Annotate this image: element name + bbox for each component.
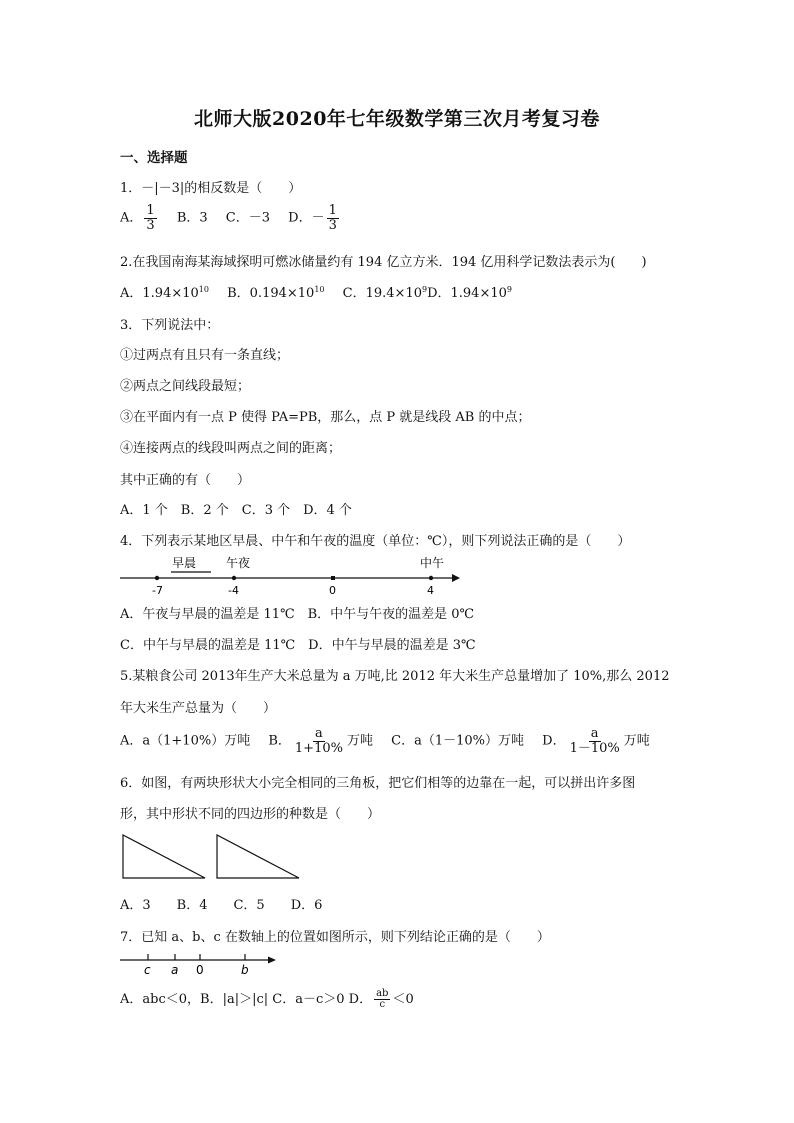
question-2-options <box>120 282 512 301</box>
q1-a-denominator: 3 <box>146 217 155 233</box>
q5-b-unit: 万吨 <box>346 733 373 749</box>
question-2-stem: 2.在我国南海某海域探明可燃冰储量约有 194 亿立方米．194 亿用科学记数法表示为( ) <box>120 255 647 270</box>
q1-a-numerator: 1 <box>146 203 155 218</box>
q3-statement-1: ①过两点有且只有一条直线； <box>120 348 290 363</box>
q2-option-b: B．0.194×10 <box>227 286 315 301</box>
question-1-stem: 1．－|－3|的相反数是（ ） <box>120 181 302 196</box>
q5-option-d-fraction <box>568 727 622 755</box>
q5-option-d-label: D． <box>542 733 566 749</box>
q1-option-c: C．－3 <box>225 210 270 226</box>
q6-triangles-figure <box>120 832 320 882</box>
q1-d-denominator: 3 <box>328 217 337 233</box>
q4-label-morning: 早晨 <box>172 556 197 570</box>
q4-number-line <box>116 550 466 598</box>
q5-option-a: A．a（1+10%）万吨 <box>120 733 251 749</box>
q5-d-numerator: a <box>590 726 599 741</box>
q2-option-a: A．1.94×10 <box>120 286 199 301</box>
q4-tick-noon: 4 <box>427 584 434 597</box>
q7-label-b: b <box>241 963 249 977</box>
q1-option-d-label: D．－ <box>288 210 325 226</box>
question-4-stem: 4．下列表示某地区早晨、中午和午夜的温度（单位：℃），则下列说法正确的是（ ） <box>120 534 631 549</box>
q1-option-d-fraction <box>327 204 339 232</box>
q1-option-b: B．3 <box>176 210 208 226</box>
q4-options-cd: C．中午与早晨的温差是 11℃ D．中午与早晨的温差是 3℃ <box>120 638 476 653</box>
q7-option-d-label: D． <box>348 992 373 1007</box>
q5-d-unit: 万吨 <box>623 733 650 749</box>
section-heading: 一、选择题 <box>120 150 188 166</box>
page-title: 北师大版2020年七年级数学第三次月考复习卷 <box>194 108 600 130</box>
q7-option-d-fraction <box>374 989 390 1011</box>
question-6-stem-line2: 形，其中形状不同的四边形的种数是（ ） <box>120 807 381 822</box>
q4-axis-arrow <box>452 574 460 582</box>
q7-label-c: c <box>144 963 151 977</box>
q6-triangle-right <box>217 835 299 878</box>
q5-b-denominator: 1+10% <box>294 740 343 756</box>
q7-axis-arrow <box>268 957 276 964</box>
q7-label-0: 0 <box>196 963 204 977</box>
q7-options-abc: A．abc＜0，B．|a|＞|c| C．a－c＞0 <box>120 992 345 1007</box>
q4-point-zero <box>331 576 335 580</box>
q6-options: A．3 B．4 C．5 D．6 <box>120 898 323 913</box>
q7-d-comparison: ＜0 <box>392 992 414 1007</box>
question-5-stem-line2: 年大米生产总量为（ ） <box>120 701 277 716</box>
q1-option-a-label: A． <box>120 210 143 226</box>
q4-point-morning <box>155 576 159 580</box>
question-1-options <box>120 204 341 232</box>
question-7-stem: 7．已知 a、b、c 在数轴上的位置如图所示，则下列结论正确的是（ ） <box>120 930 550 945</box>
q1-d-numerator: 1 <box>328 203 337 218</box>
q3-statement-3: ③在平面内有一点 P 使得 PA=PB，那么，点 P 就是线段 AB 的中点； <box>120 410 531 425</box>
q2-option-c: C．19.4×10 <box>342 286 422 301</box>
q5-option-b-label: B． <box>268 733 291 749</box>
q4-tick-zero: 0 <box>329 584 336 597</box>
q2-c-exponent: 9 <box>421 285 428 294</box>
q2-a-exponent: 10 <box>198 285 209 294</box>
q4-tick-midnight: -4 <box>228 584 239 597</box>
q4-tick-morning: -7 <box>152 584 163 597</box>
question-7-options <box>120 988 414 1011</box>
q5-b-numerator: a <box>315 726 323 741</box>
q7-label-a: a <box>171 963 179 977</box>
question-6-stem-line1: 6．如图，有两块形状大小完全相同的三角板，把它们相等的边靠在一起，可以拼出许多图 <box>120 776 636 791</box>
q4-point-midnight <box>232 576 236 580</box>
q3-statement-2: ②两点之间线段最短； <box>120 379 251 394</box>
question-3-stem: 3．下列说法中： <box>120 318 220 333</box>
question-5-options <box>120 727 650 755</box>
q3-options: A．1 个 B．2 个 C．3 个 D．4 个 <box>120 503 352 518</box>
q5-option-c: C．a（1－10%）万吨 <box>391 733 524 749</box>
q4-label-noon: 中午 <box>420 556 445 570</box>
q2-d-exponent: 9 <box>506 285 512 294</box>
q7-d-numerator: ab <box>376 987 389 999</box>
q5-option-b-fraction <box>293 727 345 755</box>
q3-ask: 其中正确的有（ ） <box>120 473 251 488</box>
q4-point-noon <box>429 576 433 580</box>
q4-options-ab: A．午夜与早晨的温差是 11℃ B．中午与午夜的温差是 0℃ <box>120 607 475 622</box>
q2-option-d: D．1.94×10 <box>427 286 507 301</box>
q3-statement-4: ④连接两点的线段叫两点之间的距离； <box>120 441 342 456</box>
q2-b-exponent: 10 <box>314 285 325 294</box>
question-5-stem-line1: 5.某粮食公司 2013年生产大米总量为 a 万吨,比 2012 年大米生产总量增加了 10%,那么 2012 <box>120 669 670 684</box>
q1-option-a-fraction <box>144 204 156 232</box>
q7-number-line <box>116 948 282 978</box>
q4-label-midnight: 午夜 <box>226 556 251 570</box>
q7-d-denominator: c <box>379 999 386 1010</box>
q6-triangle-left <box>123 835 205 878</box>
q5-d-denominator: 1－10% <box>569 740 620 756</box>
